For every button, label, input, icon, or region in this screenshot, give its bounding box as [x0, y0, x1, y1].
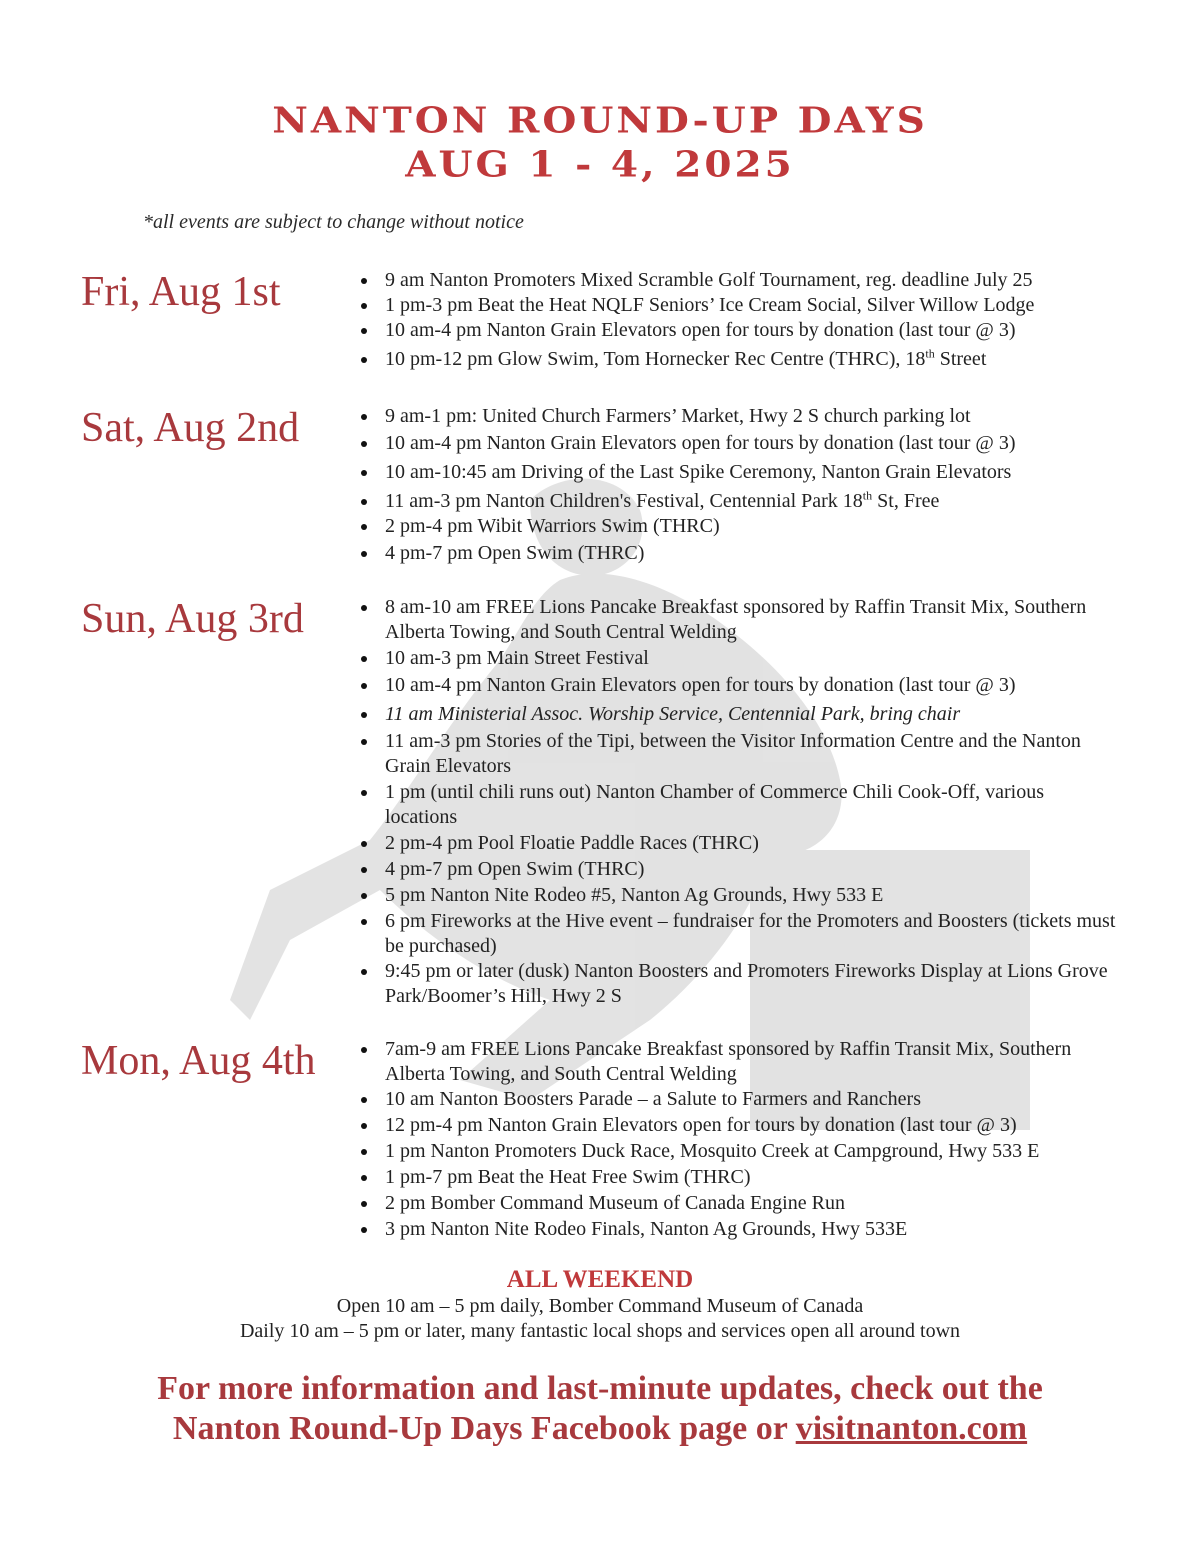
list-item: 11 am Ministerial Assoc. Worship Service, Centennial Park, bring chair [360, 702, 1120, 727]
list-item: 1 pm-7 pm Beat the Heat Free Swim (THRC) [360, 1165, 1120, 1190]
list-item: 8 am-10 am FREE Lions Pancake Breakfast sponsored by Raffin Transit Mix, Southern Alberta Towing, and South Central Welding [360, 595, 1120, 645]
list-item: 3 pm Nanton Nite Rodeo Finals, Nanton Ag Grounds, Hwy 533E [360, 1217, 1120, 1242]
event-list-sat [360, 404, 1120, 566]
list-item [360, 489, 1120, 514]
event-text: 11 am-3 pm Nanton Children's Festival, Centennial Park 18 [385, 490, 863, 512]
event-list-mon [360, 1037, 1120, 1242]
footer-info-line: For more information and last-minute updates, check out the [157, 1370, 1043, 1407]
list-item: 2 pm-4 pm Pool Floatie Paddle Races (THRC) [360, 831, 1120, 856]
list-item: 5 pm Nanton Nite Rodeo #5, Nanton Ag Grounds, Hwy 533 E [360, 883, 1120, 908]
list-item: 4 pm-7 pm Open Swim (THRC) [360, 857, 1120, 882]
list-item: 10 am-10:45 am Driving of the Last Spike Ceremony, Nanton Grain Elevators [360, 460, 1120, 485]
footer-info-line [0, 1410, 1200, 1448]
list-item: 10 am-3 pm Main Street Festival [360, 646, 1120, 671]
event-list-sun [360, 595, 1120, 1009]
ordinal-suffix: th [862, 488, 873, 503]
all-weekend-heading: ALL WEEKEND [506, 1266, 694, 1293]
ordinal-suffix: th [925, 346, 935, 361]
list-item: 9 am Nanton Promoters Mixed Scramble Golf Tournament, reg. deadline July 25 [360, 268, 1120, 293]
list-item [360, 347, 1120, 372]
event-text: St, Free [872, 490, 940, 512]
day-heading-sat: Sat, Aug 2nd [81, 405, 300, 451]
disclaimer-note: *all events are subject to change without notice [143, 211, 524, 233]
list-item: 2 pm-4 pm Wibit Warriors Swim (THRC) [360, 514, 1120, 539]
list-item: 6 pm Fireworks at the Hive event – fundraiser for the Promoters and Boosters (tickets must be purchased) [360, 909, 1120, 959]
list-item: 9:45 pm or later (dusk) Nanton Boosters and Promoters Fireworks Display at Lions Grove Park/Boomer’s Hill, Hwy 2 S [360, 959, 1120, 1009]
list-item: 11 am-3 pm Stories of the Tipi, between the Visitor Information Centre and the Nanton Grain Elevators [360, 729, 1120, 779]
day-heading-fri: Fri, Aug 1st [81, 269, 281, 315]
list-item: 10 am-4 pm Nanton Grain Elevators open for tours by donation (last tour @ 3) [360, 431, 1120, 456]
website-link[interactable]: visitnanton.com [795, 1410, 1028, 1447]
footer-text: Nanton Round-Up Days Facebook page or [172, 1410, 796, 1447]
all-weekend-line: Daily 10 am – 5 pm or later, many fantastic local shops and services open all around town [239, 1320, 961, 1342]
event-list-fri [360, 268, 1120, 372]
list-item: 1 pm Nanton Promoters Duck Race, Mosquito Creek at Campground, Hwy 533 E [360, 1139, 1120, 1164]
event-dates: AUG 1 - 4, 2025 [405, 144, 795, 186]
list-item: 7am-9 am FREE Lions Pancake Breakfast sponsored by Raffin Transit Mix, Southern Alberta Towing, and South Central Welding [360, 1037, 1120, 1087]
day-heading-sun: Sun, Aug 3rd [81, 596, 304, 642]
list-item: 10 am Nanton Boosters Parade – a Salute to Farmers and Ranchers [360, 1087, 1120, 1112]
list-item: 9 am-1 pm: United Church Farmers’ Market, Hwy 2 S church parking lot [360, 404, 1120, 429]
list-item: 1 pm-3 pm Beat the Heat NQLF Seniors’ Ice Cream Social, Silver Willow Lodge [360, 293, 1120, 318]
list-item: 10 am-4 pm Nanton Grain Elevators open for tours by donation (last tour @ 3) [360, 673, 1120, 698]
page-title: NANTON ROUND-UP DAYS [272, 100, 928, 142]
list-item: 12 pm-4 pm Nanton Grain Elevators open for tours by donation (last tour @ 3) [360, 1113, 1120, 1138]
list-item: 10 am-4 pm Nanton Grain Elevators open for tours by donation (last tour @ 3) [360, 318, 1120, 343]
event-text: 10 pm-12 pm Glow Swim, Tom Hornecker Rec Centre (THRC), 18 [385, 348, 926, 370]
list-item: 2 pm Bomber Command Museum of Canada Engine Run [360, 1191, 1120, 1216]
event-text: Street [934, 348, 987, 370]
all-weekend-line: Open 10 am – 5 pm daily, Bomber Command Museum of Canada [336, 1295, 864, 1317]
list-item: 1 pm (until chili runs out) Nanton Chamber of Commerce Chili Cook-Off, various locations [360, 780, 1120, 830]
list-item: 4 pm-7 pm Open Swim (THRC) [360, 541, 1120, 566]
day-heading-mon: Mon, Aug 4th [81, 1038, 316, 1084]
